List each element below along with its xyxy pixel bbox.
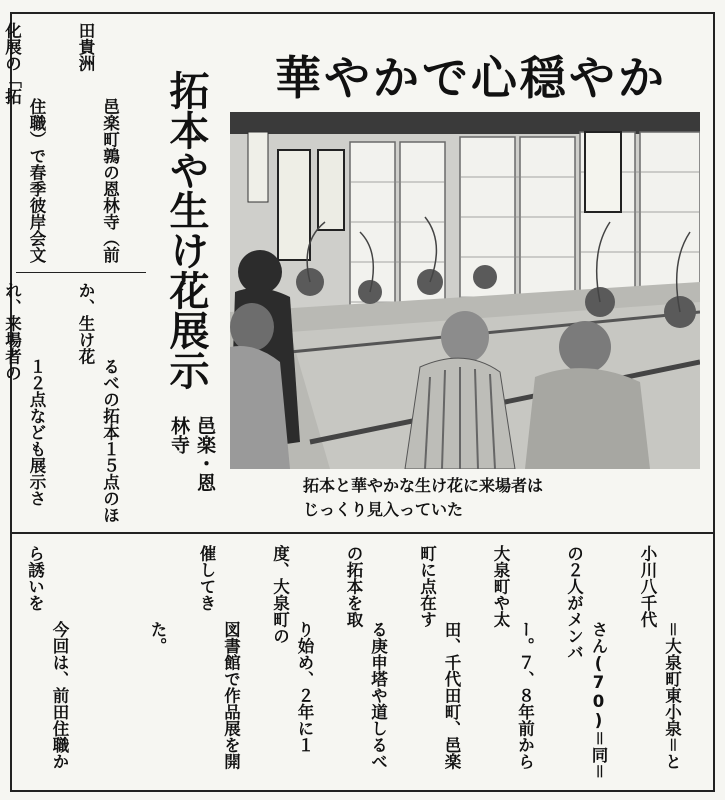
lower-line-10: 今回は、前田住職から誘いを bbox=[25, 545, 69, 770]
middle-line-1: るべの拓本１５点のほか、生け花 bbox=[76, 282, 120, 523]
lower-line-6: り始め、２年に１度、大泉町の bbox=[270, 545, 314, 753]
middle-line-2: １２点なども展示され、来場者の bbox=[2, 282, 46, 507]
lower-body-text bbox=[22, 545, 708, 785]
caption-line-2: じっくり見入っていた bbox=[303, 500, 464, 519]
frame-right bbox=[713, 12, 715, 792]
upper-body-text bbox=[2, 22, 146, 272]
middle-body-text bbox=[2, 282, 146, 527]
section-divider bbox=[12, 532, 713, 534]
exhibition-photo bbox=[230, 112, 700, 469]
lower-line-3: ー。７、８年前から大泉町や太 bbox=[491, 545, 535, 770]
lower-line-1: ＝大泉町東小泉＝と小川八千代 bbox=[638, 545, 682, 770]
lower-line-8: た。 bbox=[148, 621, 167, 654]
frame-left bbox=[10, 12, 12, 792]
photo-exhibition-hall-icon bbox=[230, 112, 700, 469]
caption-line-1: 拓本と華やかな生け花に来場者は bbox=[303, 476, 544, 495]
photo-caption bbox=[303, 474, 693, 524]
location-label: 邑楽・恩林寺 bbox=[168, 416, 216, 492]
upper-line-2: 住職）で春季彼岸会文化展の「拓 bbox=[2, 22, 46, 263]
frame-top bbox=[10, 12, 715, 14]
headline: 華やかで心穏やか bbox=[275, 51, 667, 105]
lower-line-2: さん(70)＝同＝の２人がメンバ bbox=[564, 545, 608, 780]
subtitle: 拓本や生け花展示 bbox=[163, 70, 210, 390]
upper-line-1: 邑楽町鶉の恩林寺（前田貴洲 bbox=[76, 22, 120, 263]
lower-line-5: る庚申塔や道しるべの拓本を取 bbox=[344, 545, 388, 770]
lower-line-7: 図書館で作品展を開催してき bbox=[197, 545, 241, 770]
upper-left-divider bbox=[16, 272, 146, 273]
lower-line-4: 田、千代田町、邑楽町に点在す bbox=[417, 545, 461, 770]
frame-bottom bbox=[10, 790, 715, 792]
